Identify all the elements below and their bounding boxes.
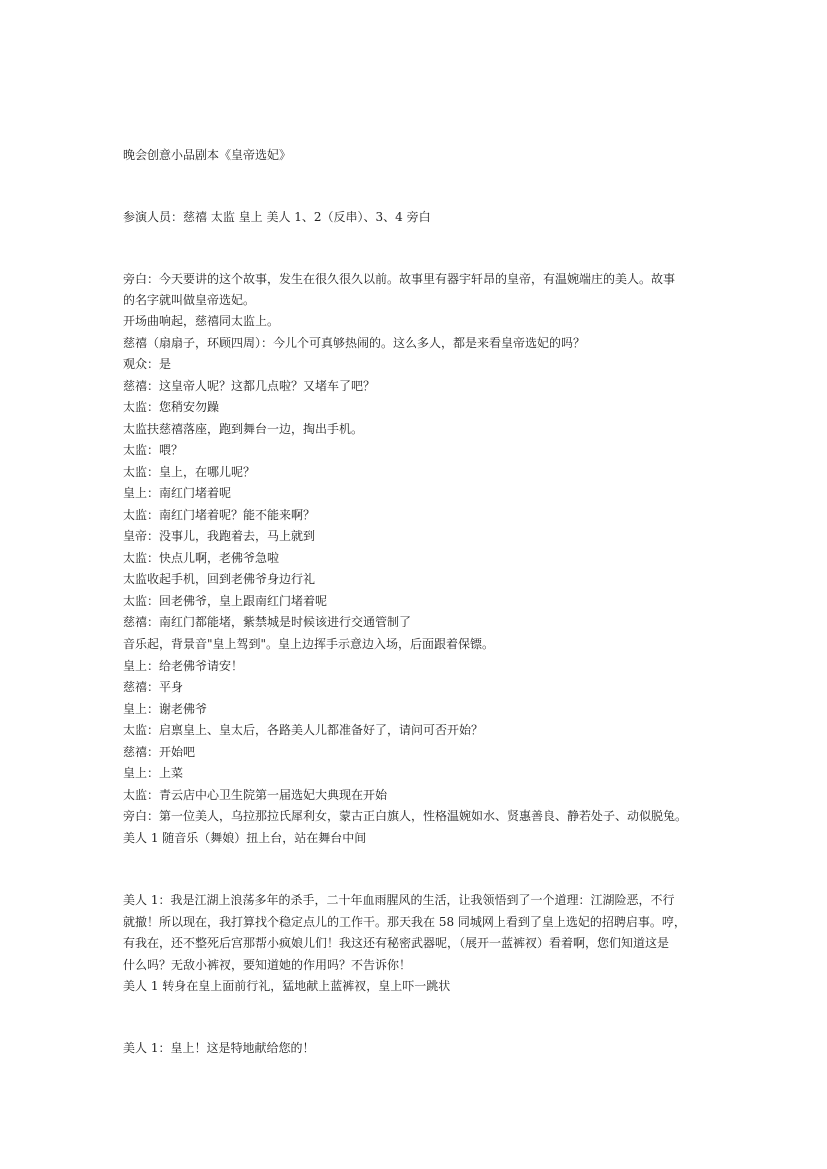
script-line: 什么吗？无敌小裤衩，要知道她的作用吗？不告诉你！ <box>123 958 412 972</box>
script-line: 太监：回老佛爷，皇上跟南红门堵着呢 <box>123 594 328 608</box>
script-line: 慈禧：南红门都能堵，紫禁城是时候该进行交通管制了 <box>123 615 412 629</box>
script-line: 太监收起手机，回到老佛爷身边行礼 <box>123 572 316 586</box>
cast-list: 参演人员：慈禧 太监 皇上 美人 1、2（反串）、3、4 旁白 <box>123 210 431 224</box>
script-line: 太监扶慈禧落座，跑到舞台一边，掏出手机。 <box>123 422 364 436</box>
script-line: 美人 1 随音乐（舞娘）扭上台，站在舞台中间 <box>123 831 367 845</box>
script-line: 太监：喂？ <box>123 443 184 457</box>
script-line: 音乐起，背景音"皇上驾到"。皇上边挥手示意边入场，后面跟着保镖。 <box>123 637 495 651</box>
script-line: 慈禧（扇扇子，环顾四周）：今儿个可真够热闹的。这么多人，都是来看皇帝选妃的吗？ <box>123 336 586 350</box>
script-line: 美人 1：皇上！这是特地献给您的！ <box>123 1041 315 1055</box>
script-line: 皇帝：没事儿，我跑着去，马上就到 <box>123 529 316 543</box>
script-line: 皇上：南红门堵着呢 <box>123 486 232 500</box>
script-line: 的名字就叫做皇帝选妃。 <box>123 293 256 307</box>
script-line: 太监：青云店中心卫生院第一届选妃大典现在开始 <box>123 788 388 802</box>
script-line: 慈禧：这皇帝人呢？这都几点啦？又堵车了吧？ <box>123 379 376 393</box>
script-line: 开场曲响起，慈禧同太监上。 <box>123 314 280 328</box>
script-line: 旁白：第一位美人，乌拉那拉氏犀利女，蒙古正白旗人，性格温婉如水、贤惠善良、静若处子、动似脱兔。 <box>123 809 688 823</box>
script-line: 慈禧：开始吧 <box>123 745 196 759</box>
script-line: 皇上：上菜 <box>123 766 184 780</box>
script-line: 观众：是 <box>123 357 172 371</box>
script-line: 旁白：今天要讲的这个故事，发生在很久很久以前。故事里有器宇轩昂的皇帝，有温婉端庄的美人。故事 <box>123 272 676 286</box>
script-line: 太监：快点儿啊，老佛爷急啦 <box>123 551 280 565</box>
script-line: 太监：启禀皇上、皇太后，各路美人儿都准备好了，请问可否开始？ <box>123 723 484 737</box>
script-line: 太监：皇上，在哪儿呢？ <box>123 465 256 479</box>
script-line: 皇上：给老佛爷请安！ <box>123 659 244 673</box>
script-line: 皇上：谢老佛爷 <box>123 702 208 716</box>
script-line: 太监：您稍安勿躁 <box>123 400 220 414</box>
script-line: 美人 1：我是江湖上浪荡多年的杀手，二十年血雨腥风的生活，让我领悟到了一个道理：江湖险恶，不行 <box>123 893 675 907</box>
document-title: 晚会创意小品剧本《皇帝选妃》 <box>123 148 292 162</box>
script-line: 太监：南红门堵着呢？能不能来啊？ <box>123 508 316 522</box>
script-line: 就撤！所以现在，我打算找个稳定点儿的工作干。那天我在 58 同城网上看到了皇上选妃的招聘启事。哼， <box>123 915 686 929</box>
script-line: 慈禧：平身 <box>123 680 184 694</box>
script-line: 有我在，还不整死后宫那帮小疯娘儿们！我这还有秘密武器呢，（展开一蓝裤衩）看着啊，您们知道这是 <box>123 936 670 950</box>
script-line: 美人 1 转身在皇上面前行礼，猛地献上蓝裤衩，皇上吓一跳状 <box>123 979 451 993</box>
